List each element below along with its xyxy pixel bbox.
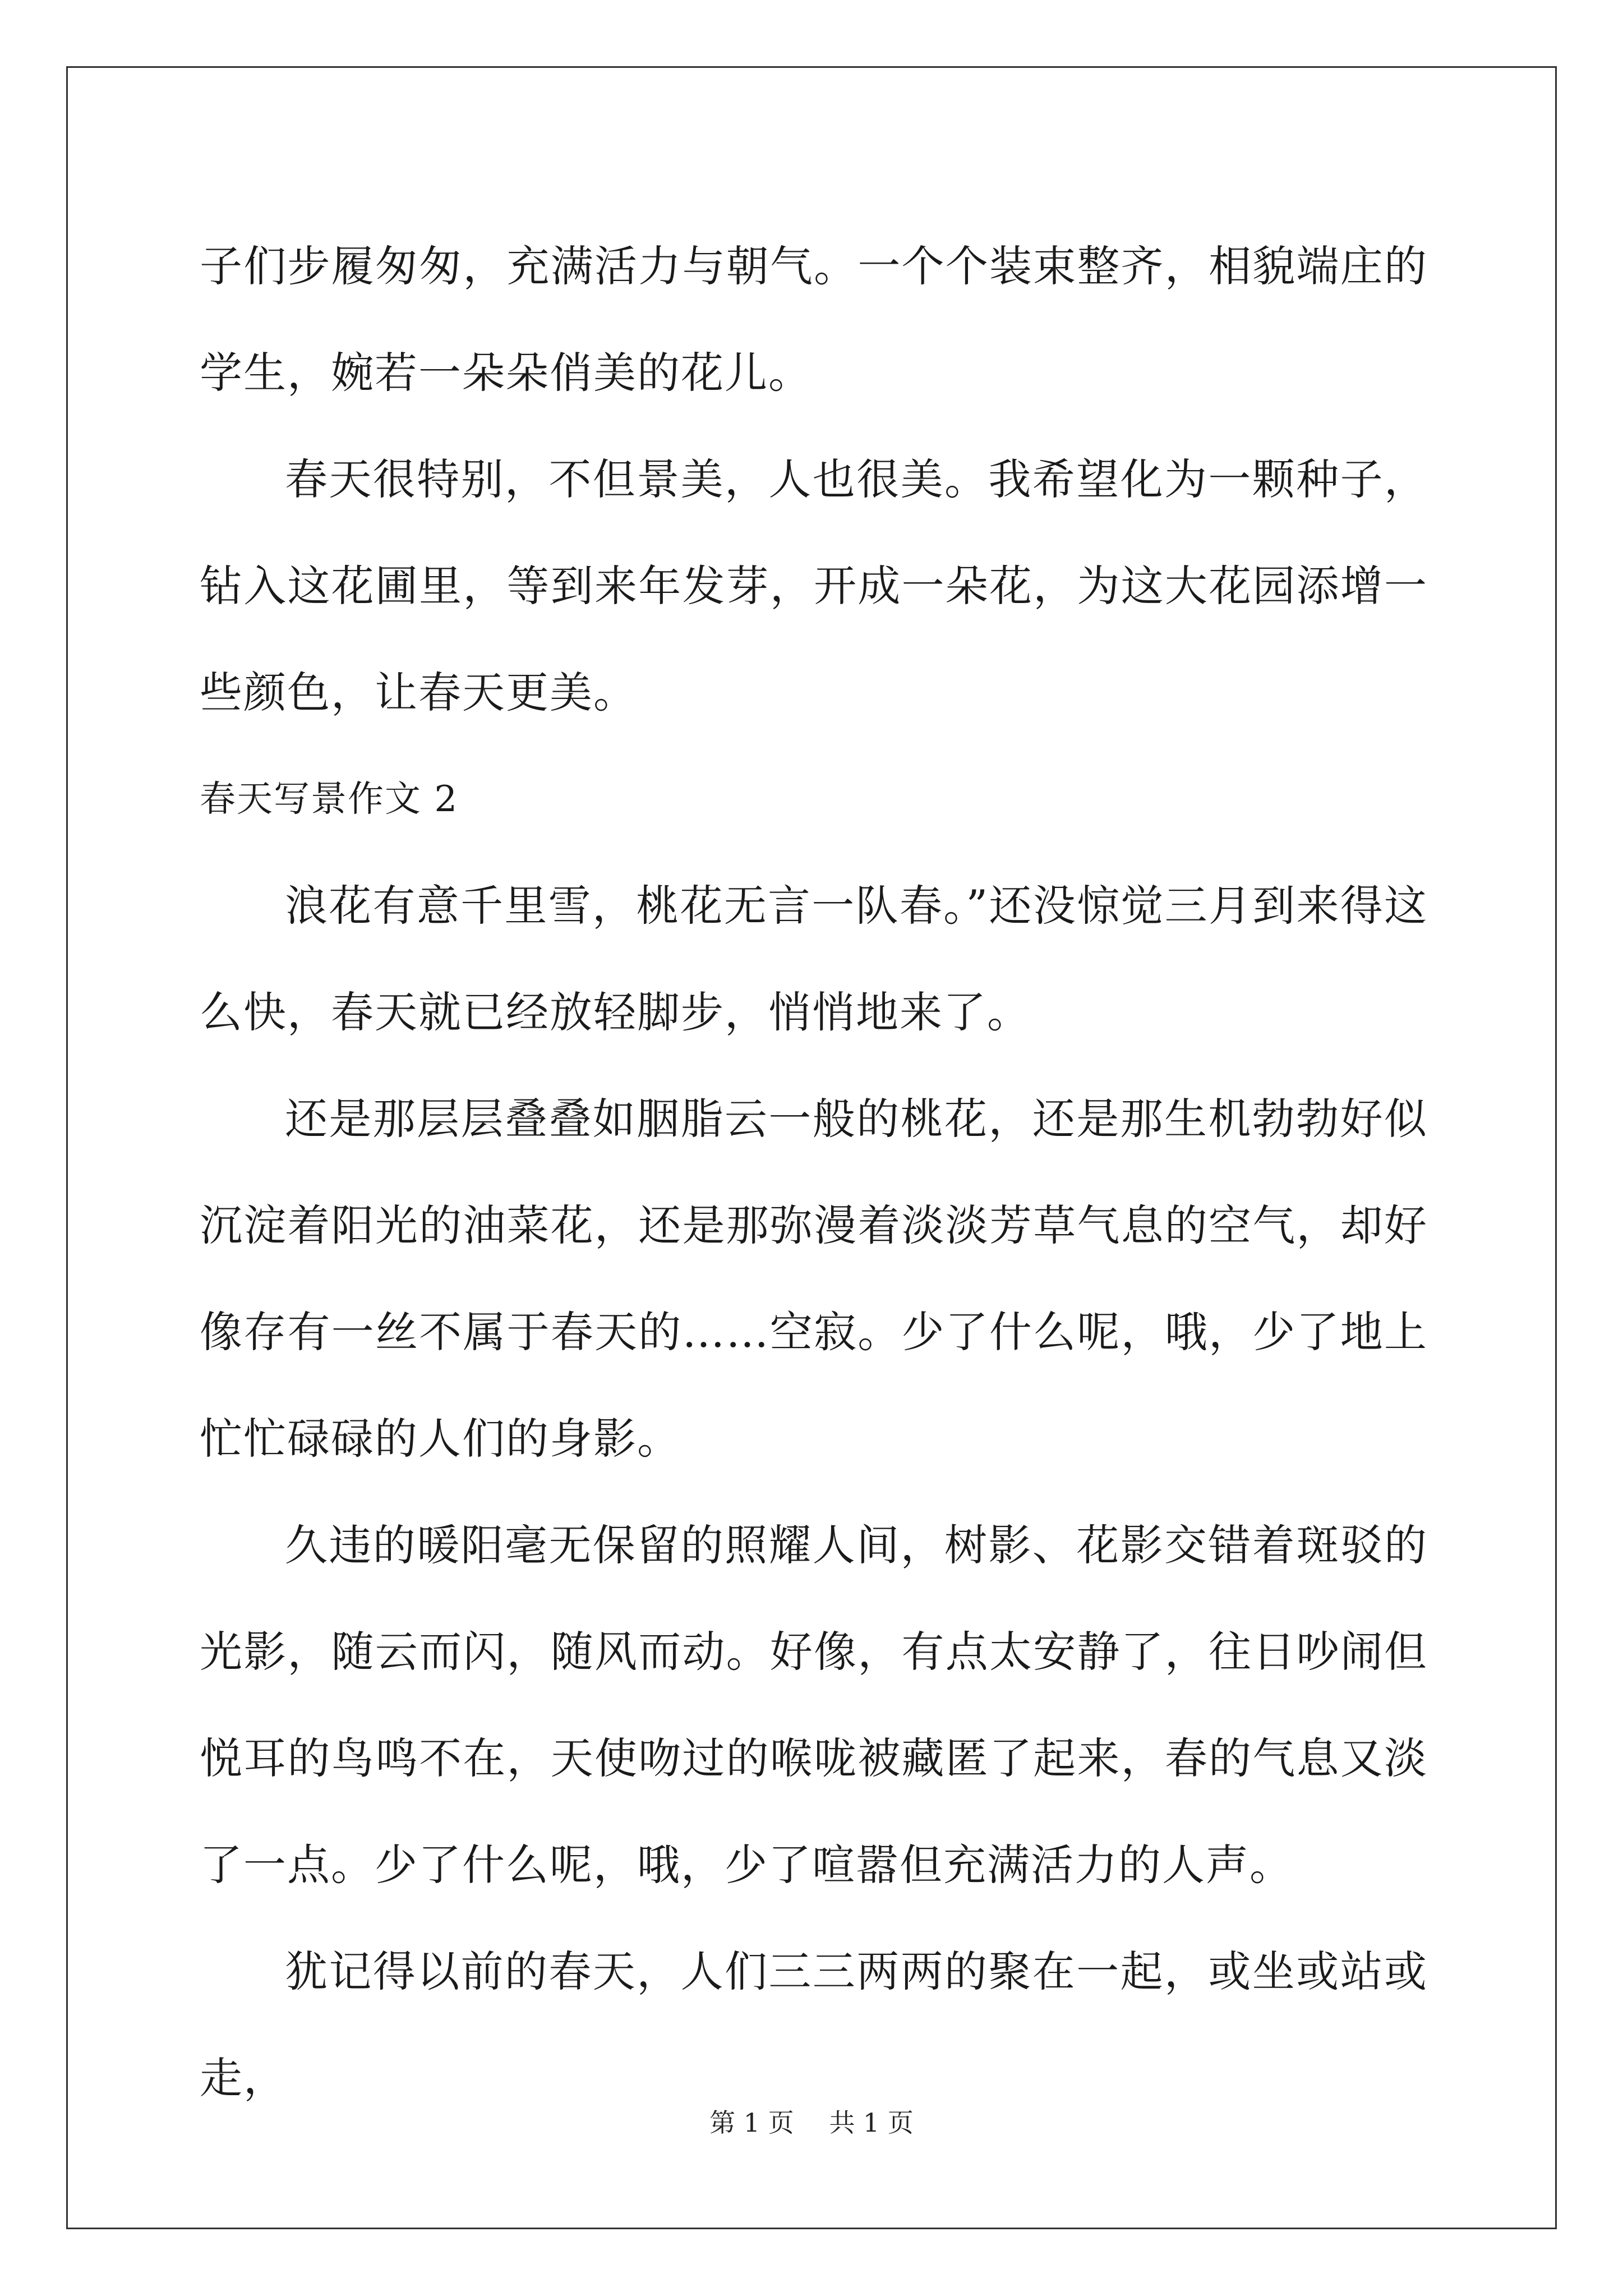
page-total: 共 1 页 (829, 2108, 914, 2138)
page-footer (0, 2102, 1623, 2139)
paragraph-2: 春天很特别，不但景美，人也很美。我希望化为一颗种子，钻入这花圃里，等到来年发芽，开成一朵花，为这大花园添增一些颜色，让春天更美。 (200, 454, 1428, 717)
paragraph-5: 久违的暖阳毫无保留的照耀人间，树影、花影交错着斑驳的光影，随云而闪，随风而动。好像，有点太安静了，往日吵闹但悦耳的鸟鸣不在，天使吻过的喉咙被藏匿了起来，春的气息又淡了一点。少了什么呢，哦，少了喧嚣但充满活力的人声。 (200, 1520, 1428, 1890)
paragraph-1: 子们步履匆匆，充满活力与朝气。一个个装束整齐，相貌端庄的学生，婉若一朵朵俏美的花儿。 (200, 241, 1428, 398)
document-body (200, 213, 1428, 2132)
section-heading: 春天写景作文 2 (200, 779, 459, 820)
paragraph-4: 还是那层层叠叠如胭脂云一般的桃花，还是那生机勃勃好似沉淀着阳光的油菜花，还是那弥漫着淡淡芳草气息的空气，却好像存有一丝不属于春天的……空寂。少了什么呢，哦，少了地上忙忙碌碌的人们的身影。 (200, 1094, 1428, 1464)
paragraph-6: 犹记得以前的春天，人们三三两两的聚在一起，或坐或站或走， (200, 1947, 1428, 2103)
page-number: 第 1 页 (709, 2108, 794, 2138)
paragraph-3: 浪花有意千里雪，桃花无言一队春。”还没惊觉三月到来得这么快，春天就已经放轻脚步，悄悄地来了。 (200, 881, 1428, 1037)
